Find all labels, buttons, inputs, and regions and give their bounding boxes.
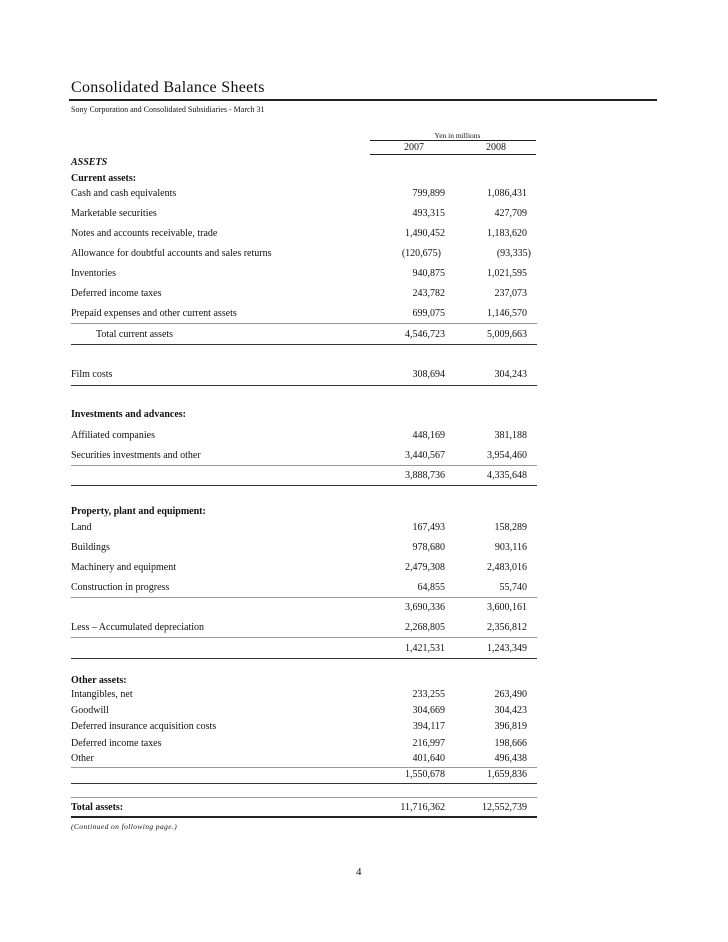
row-label: Deferred income taxes xyxy=(71,288,162,299)
unit-label: Yen in millions xyxy=(434,131,481,140)
row-label: Notes and accounts receivable, trade xyxy=(71,228,218,239)
row-divider xyxy=(71,637,537,638)
value-2008: 55,740 xyxy=(499,582,527,593)
table-row xyxy=(71,228,537,244)
value-2007: 448,169 xyxy=(412,430,445,441)
unit-rule xyxy=(370,140,536,141)
table-row xyxy=(71,622,537,638)
value-2007: 11,716,362 xyxy=(400,802,445,813)
total-current-assets-label: Total current assets xyxy=(96,329,174,340)
row-label: Deferred income taxes xyxy=(71,738,162,749)
value-2008: 12,552,739 xyxy=(482,802,527,813)
row-divider xyxy=(71,323,537,324)
row-label: Machinery and equipment xyxy=(71,562,176,573)
row-label: Prepaid expenses and other current assets xyxy=(71,308,237,319)
row-label: Allowance for doubtful accounts and sales returns xyxy=(71,248,272,259)
value-2008: 1,659,836 xyxy=(487,769,527,780)
value-2008: 4,335,648 xyxy=(487,470,527,481)
value-2007: 1,490,452 xyxy=(405,228,445,239)
table-row xyxy=(71,288,537,304)
row-label: Goodwill xyxy=(71,705,109,716)
value-2007: 394,117 xyxy=(412,721,445,732)
row-label: Affiliated companies xyxy=(71,430,155,441)
row-label: Other xyxy=(71,753,94,764)
value-2008: 1,146,570 xyxy=(487,308,527,319)
table-row xyxy=(71,582,537,598)
value-2007: 940,875 xyxy=(412,268,445,279)
value-2008: 1,183,620 xyxy=(487,228,527,239)
value-2008: 903,116 xyxy=(494,542,527,553)
row-label: Buildings xyxy=(71,542,110,553)
value-2007: 3,690,336 xyxy=(405,602,445,613)
value-2007: 493,315 xyxy=(412,208,445,219)
other-assets-heading: Other assets: xyxy=(71,675,127,686)
value-2007: 3,888,736 xyxy=(405,470,445,481)
value-2008: 263,490 xyxy=(494,689,527,700)
value-2007: 799,899 xyxy=(412,188,445,199)
value-2008: 1,086,431 xyxy=(487,188,527,199)
row-label: Inventories xyxy=(71,268,116,279)
year-rule xyxy=(370,154,536,155)
value-2008: 2,483,016 xyxy=(487,562,527,573)
table-row xyxy=(71,268,537,284)
value-2008: 158,289 xyxy=(494,522,527,533)
table-row xyxy=(71,188,537,204)
table-row-subtotal xyxy=(71,470,537,486)
grand-total-double-rule xyxy=(71,816,537,818)
value-2008: 1,243,349 xyxy=(487,643,527,654)
row-divider xyxy=(71,385,537,386)
ppe-heading: Property, plant and equipment: xyxy=(71,506,206,517)
table-row-subtotal xyxy=(71,602,537,618)
table-row xyxy=(71,308,537,324)
table-row xyxy=(71,369,537,385)
total-rule xyxy=(71,783,537,784)
value-2007: 978,680 xyxy=(412,542,445,553)
table-row xyxy=(71,522,537,538)
current-assets-heading: Current assets: xyxy=(71,173,137,184)
title-rule xyxy=(69,99,657,101)
value-2008: 198,666 xyxy=(494,738,527,749)
table-row xyxy=(71,208,537,224)
continued-note: (Continued on following page.) xyxy=(71,822,178,831)
value-2007: (120,675) xyxy=(401,248,441,259)
total-assets-label: Total assets: xyxy=(71,802,124,813)
value-2007: 216,997 xyxy=(412,738,445,749)
value-2007: 308,694 xyxy=(412,369,445,380)
table-row-subtotal xyxy=(71,643,537,659)
value-2008: 3,954,460 xyxy=(487,450,527,461)
table-row xyxy=(71,705,537,721)
value-2007: 2,479,308 xyxy=(405,562,445,573)
page-number: 4 xyxy=(356,866,362,878)
table-row xyxy=(71,738,537,754)
table-row xyxy=(71,542,537,558)
value-2008: 396,819 xyxy=(494,721,527,732)
value-2008: 237,073 xyxy=(494,288,527,299)
value-2008: 427,709 xyxy=(494,208,527,219)
row-label: Less – Accumulated depreciation xyxy=(71,622,205,633)
value-2007: 699,075 xyxy=(412,308,445,319)
value-2008: 304,423 xyxy=(494,705,527,716)
table-row xyxy=(71,450,537,466)
row-label: Marketable securities xyxy=(71,208,157,219)
value-2007: 243,782 xyxy=(412,288,445,299)
table-row xyxy=(71,689,537,705)
table-row-total xyxy=(71,329,537,345)
value-2007: 167,493 xyxy=(412,522,445,533)
year-header-2007: 2007 xyxy=(404,142,424,153)
value-2007: 304,669 xyxy=(412,705,445,716)
table-row xyxy=(71,430,537,446)
document-subtitle: Sony Corporation and Consolidated Subsidiaries - March 31 xyxy=(71,105,265,114)
table-row xyxy=(71,248,537,264)
row-divider xyxy=(71,465,537,466)
table-row xyxy=(71,721,537,737)
value-2008: 2,356,812 xyxy=(487,622,527,633)
row-divider xyxy=(71,797,537,798)
value-2007: 401,640 xyxy=(412,753,445,764)
row-divider xyxy=(71,597,537,598)
value-2007: 4,546,723 xyxy=(405,329,445,340)
year-header-2008: 2008 xyxy=(486,142,506,153)
row-label: Intangibles, net xyxy=(71,689,133,700)
value-2008: 381,188 xyxy=(494,430,527,441)
row-label: Land xyxy=(71,522,92,533)
value-2008: 304,243 xyxy=(494,369,527,380)
total-rule xyxy=(71,658,537,659)
value-2008: 3,600,161 xyxy=(487,602,527,613)
investments-heading: Investments and advances: xyxy=(71,409,187,420)
row-label: Construction in progress xyxy=(71,582,170,593)
row-label: Securities investments and other xyxy=(71,450,201,461)
value-2008: 496,438 xyxy=(494,753,527,764)
assets-heading: ASSETS xyxy=(71,157,108,168)
row-label: Deferred insurance acquisition costs xyxy=(71,721,217,732)
total-rule xyxy=(71,485,537,486)
value-2008: 5,009,663 xyxy=(487,329,527,340)
value-2007: 3,440,567 xyxy=(405,450,445,461)
value-2007: 2,268,805 xyxy=(405,622,445,633)
value-2008: (93,335) xyxy=(496,248,531,259)
value-2008: 1,021,595 xyxy=(487,268,527,279)
total-rule xyxy=(71,344,537,345)
document-title: Consolidated Balance Sheets xyxy=(71,79,265,96)
row-label: Cash and cash equivalents xyxy=(71,188,177,199)
value-2007: 1,550,678 xyxy=(405,769,445,780)
table-row xyxy=(71,562,537,578)
value-2007: 64,855 xyxy=(417,582,445,593)
value-2007: 233,255 xyxy=(412,689,445,700)
value-2007: 1,421,531 xyxy=(405,643,445,654)
row-label: Film costs xyxy=(71,369,113,380)
row-divider xyxy=(71,767,537,768)
